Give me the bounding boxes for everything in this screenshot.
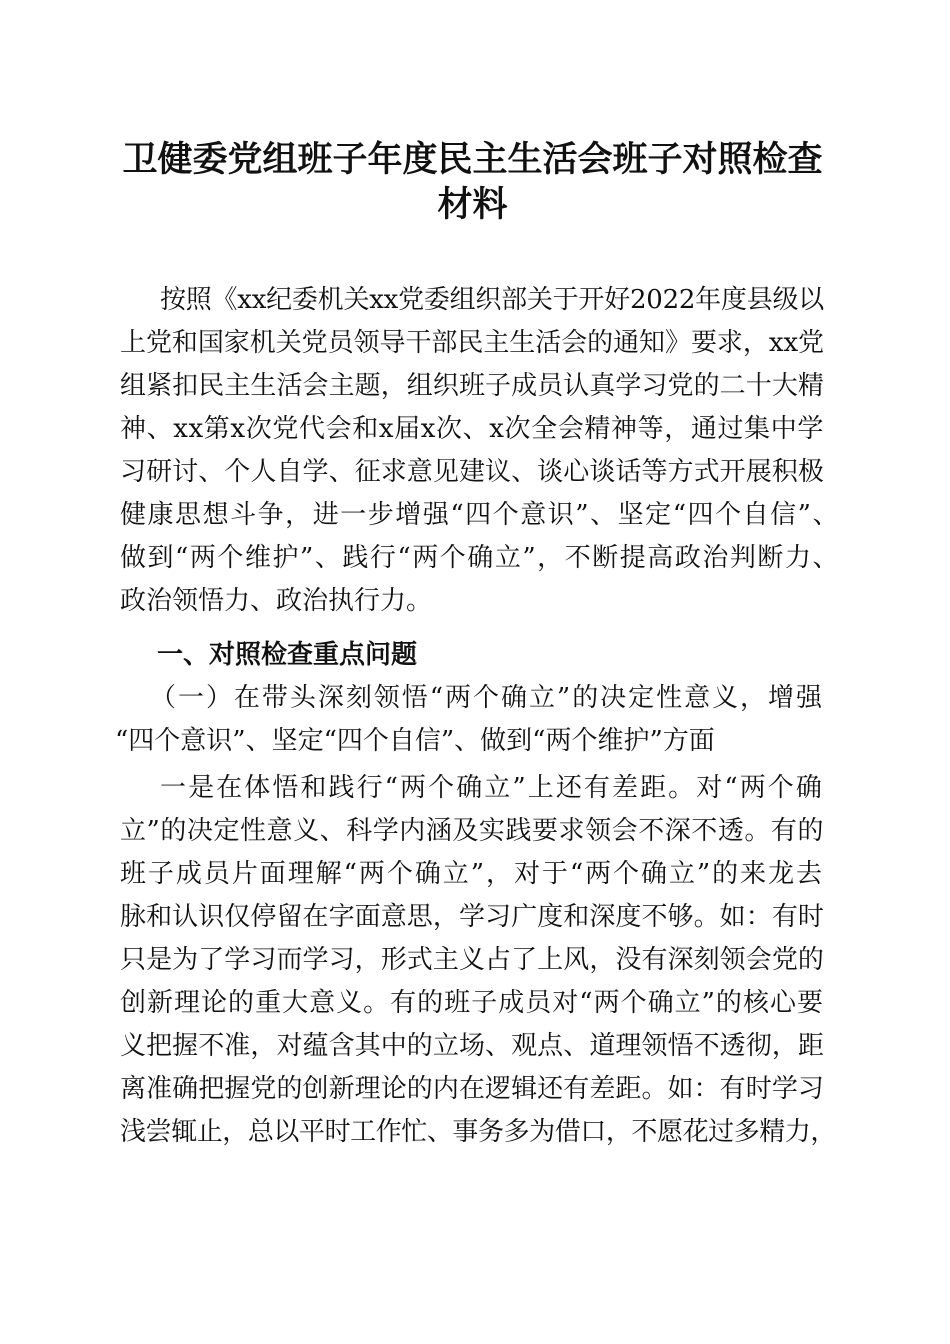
intro-line [120, 326, 824, 360]
intro-line [120, 498, 840, 532]
subheading-line [120, 681, 824, 715]
body-line [120, 814, 824, 848]
subheading-line-text: “四个意识”、坚定“四个自信”、做到“两个维护”方面 [115, 726, 715, 756]
body-line [120, 943, 824, 977]
section-heading-text: 一、对照检查重点问题 [157, 640, 418, 670]
body-line-text: 义把握不准，对蕴含其中的立场、观点、道理领悟不透彻，距 [120, 1031, 824, 1061]
body-line-text: 班子成员片面理解“两个确立”，对于“两个确立”的来龙去 [120, 859, 825, 889]
body-line-text: 只是为了学习而学习，形式主义占了上风，没有深刻领会党的 [120, 945, 824, 975]
intro-line-text: 组紧扣民主生活会主题，组织班子成员认真学习党的二十大精 [120, 371, 824, 401]
intro-line [120, 369, 824, 403]
body-line-text: 一是在体悟和践行“两个确立”上还有差距。对“两个确 [160, 773, 824, 803]
intro-line-text: 政治领悟力、政治执行力。 [120, 586, 433, 616]
intro-line [120, 412, 824, 446]
intro-line [120, 541, 840, 575]
intro-line-text: 按照《xx纪委机关xx党委组织部关于开好2022年度县级以 [160, 285, 825, 315]
body-line-text: 创新理论的重大意义。有的班子成员对“两个确立”的核心要 [120, 988, 824, 1018]
body-line [120, 900, 824, 934]
body-line [120, 857, 824, 891]
intro-line-text: 健康思想斗争，进一步增强“四个意识”、坚定“四个自信”、 [120, 500, 841, 530]
subheading-line [115, 724, 824, 758]
body-line [120, 986, 824, 1020]
document-title-line-1 [120, 137, 825, 182]
body-line [120, 1115, 836, 1149]
body-line [120, 1029, 824, 1063]
intro-line [120, 455, 824, 489]
body-line [120, 1072, 824, 1106]
intro-line-text: 上党和国家机关党员领导干部民主生活会的通知》要求，xx党 [120, 328, 825, 358]
intro-line [120, 283, 824, 317]
document-title-line-2 [120, 182, 825, 227]
document-title-text: 卫健委党组班子年度民主生活会班子对照检查 [122, 139, 823, 180]
intro-line-text: 做到“两个维护”、践行“两个确立”，不断提高政治判断力、 [120, 543, 841, 573]
body-line [120, 771, 824, 805]
intro-line-text: 习研讨、个人自学、征求意见建议、谈心谈话等方式开展积极 [120, 457, 824, 487]
document-title-text: 材料 [437, 184, 508, 225]
body-line-text: 浅尝辄止，总以平时工作忙、事务多为借口，不愿花过多精力， [120, 1117, 836, 1147]
intro-line-text: 神、xx第x次党代会和x届x次、x次全会精神等，通过集中学 [120, 414, 824, 444]
body-line-text: 离准确把握党的创新理论的内在逻辑还有差距。如：有时学习 [120, 1074, 824, 1104]
body-line-text: 立”的决定性意义、科学内涵及实践要求领会不深不透。有的 [120, 816, 825, 846]
section-heading [157, 638, 824, 672]
intro-line [120, 584, 824, 618]
body-line-text: 脉和认识仅停留在字面意思，学习广度和深度不够。如：有时 [120, 902, 824, 932]
subheading-line-text: （一）在带头深刻领悟“两个确立”的决定性意义，增强 [150, 683, 824, 713]
